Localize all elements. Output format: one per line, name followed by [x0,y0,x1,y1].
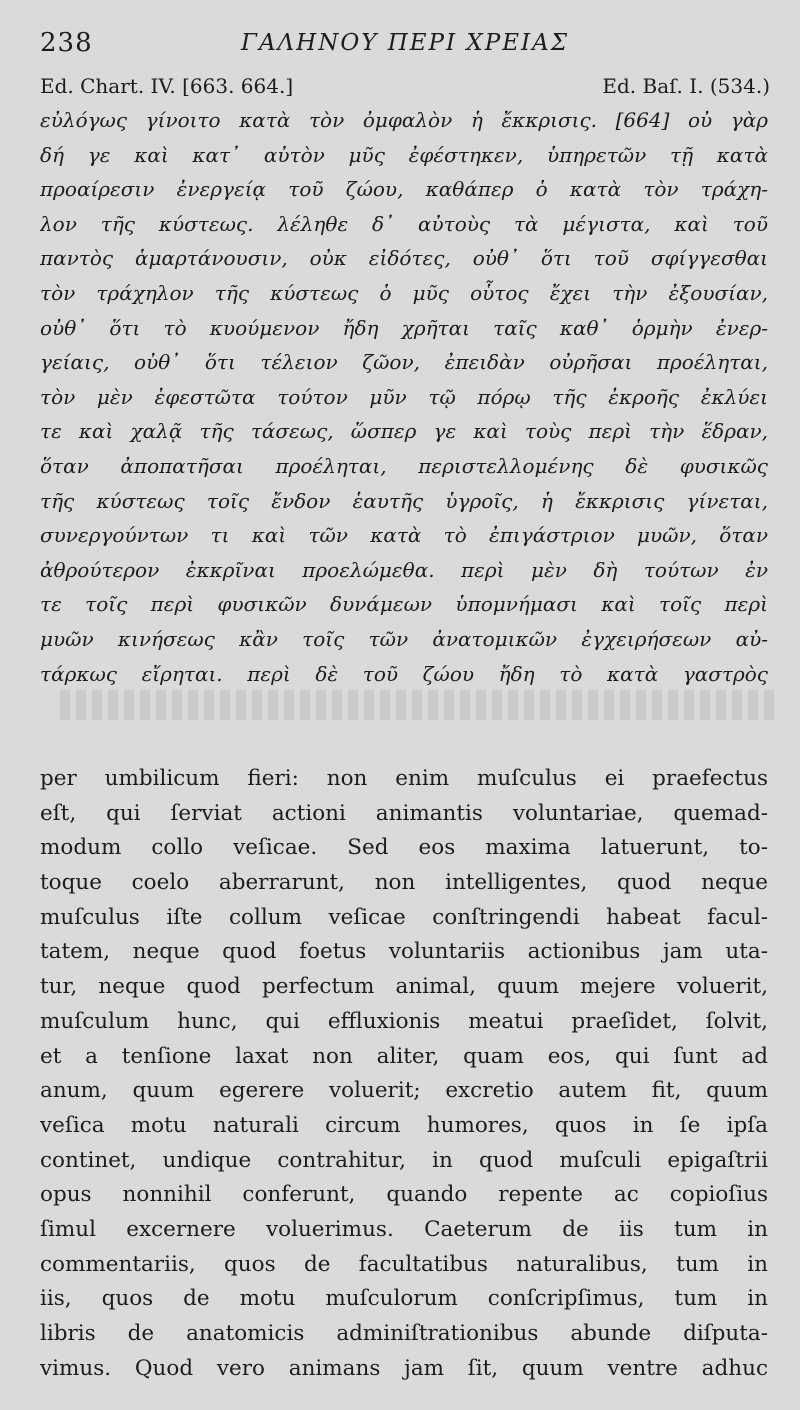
latin-line: muſculus iſte collum veſicae conſtringendi habeat facul- [40,904,768,930]
greek-line: μυῶν κινήσεως κἂν τοῖς τῶν ἀνατομικῶν ἐγχειρήσεων αὐ- [40,626,768,651]
latin-line: anum, quum egerere voluerit; excretio autem fit, quum [40,1078,768,1104]
greek-line: τὸν μὲν ἐφεστῶτα τούτον μῦν τῷ πόρῳ τῆς ἐκροῆς ἐκλύει [40,384,768,409]
edition-left: Ed. Chart. IV. [663. 664.] [40,74,294,98]
greek-line: προαίρεσιν ἐνεργείᾳ τοῦ ζώου, καθάπερ ὁ κατὰ τὸν τράχη- [40,177,768,202]
latin-line: ſimul excernere voluerimus. Caeterum de iis tum in [40,1216,768,1242]
greek-line: τάρκως εἴρηται. περὶ δὲ τοῦ ζώου ἤδη τὸ κατὰ γαστρὸς [40,661,768,686]
latin-line: tur, neque quod perfectum animal, quum mejere voluerit, [40,974,768,1000]
latin-line: continet, undique contrahitur, in quod muſculi epigaſtrii [40,1147,768,1173]
greek-line: τῆς κύστεως τοῖς ἔνδον ἑαυτῆς ὑγροῖς, ἡ ἔκκρισις γίνεται, [40,488,768,513]
latin-text [40,762,768,1386]
latin-line: vimus. Quod vero animans jam ſit, quum ventre adhuc [40,1355,768,1381]
latin-line: per umbilicum fieri: non enim muſculus ei praefectus [40,766,768,791]
greek-line: οὐθ᾽ ὅτι τὸ κυούμενον ἤδη χρῆται ταῖς καθ᾽ ὁρμὴν ἐνερ- [40,315,768,340]
greek-line: παντὸς ἁμαρτάνουσιν, οὐκ εἰδότες, οὐθ᾽ ὅτι τοῦ σφίγγεσθαι [40,246,768,271]
edition-reference [40,74,770,100]
greek-line: τὸν τράχηλον τῆς κύστεως ὁ μῦς οὗτος ἔχει τὴν ἐξουσίαν, [40,280,768,305]
latin-line: veſica motu naturali circum humores, quos in ſe ipſa [40,1112,768,1138]
greek-line: τε καὶ χαλᾷ τῆς τάσεως, ὥσπερ γε καὶ τοὺς περὶ τὴν ἕδραν, [40,419,768,444]
greek-line: ἀθρούτερον ἐκκρῖναι προελώμεθα. περὶ μὲν δὴ τούτων ἐν [40,557,768,582]
edition-right: Ed. Baſ. I. (534.) [602,74,770,98]
page-number: 238 [40,28,93,58]
latin-line: toque coelo aberrarunt, non intelligentes, quod neque [40,870,768,896]
greek-line: λον τῆς κύστεως. λέληθε δ᾽ αὐτοὺς τὰ μέγιστα, καὶ τοῦ [40,211,768,236]
show-through-ink [60,690,780,720]
greek-line: εὐλόγως γίνοιτο κατὰ τὸν ὀμφαλὸν ἡ ἔκκρισις. [664] οὐ γὰρ [40,108,768,132]
greek-line: ὅταν ἀποπατῆσαι προέληται, περιστελλομένης δὲ φυσικῶς [40,453,768,478]
latin-line: libris de anatomicis adminiſtrationibus abunde diſputa- [40,1321,768,1346]
latin-line: eſt, qui ſerviat actioni animantis voluntariae, quemad- [40,800,768,826]
latin-line: commentariis, quos de facultatibus naturalibus, tum in [40,1251,768,1277]
latin-line: et a tenſione laxat non aliter, quam eos, qui ſunt ad [40,1043,768,1069]
greek-text [40,103,768,691]
running-title: ΓΑΛΗΝΟΥ ΠΕΡΙ ΧΡΕΙΑΣ [240,30,570,56]
latin-line: iis, quos de motu muſculorum conſcripſimus, tum in [40,1286,768,1312]
latin-line: tatem, neque quod foetus voluntariis actionibus jam uta- [40,939,768,965]
greek-line: δή γε καὶ κατ᾽ αὐτὸν μῦς ἐφέστηκεν, ὑπηρετῶν τῇ κατὰ [40,142,768,167]
greek-line: τε τοῖς περὶ φυσικῶν δυνάμεων ὑπομνήμασι καὶ τοῖς περὶ [40,592,768,617]
greek-line: συνεργούντων τι καὶ τῶν κατὰ τὸ ἐπιγάστριον μυῶν, ὅταν [40,523,768,548]
latin-line: modum collo veſicae. Sed eos maxima latuerunt, to- [40,835,768,861]
running-head [40,28,770,60]
greek-line: γείαις, οὐθ᾽ ὅτι τέλειον ζῶον, ἐπειδὰν οὐρῆσαι προέληται, [40,350,768,375]
latin-line: muſculum hunc, qui effluxionis meatui praeſidet, ſolvit, [40,1008,768,1034]
latin-line: opus nonnihil conferunt, quando repente ac copioſius [40,1182,768,1208]
